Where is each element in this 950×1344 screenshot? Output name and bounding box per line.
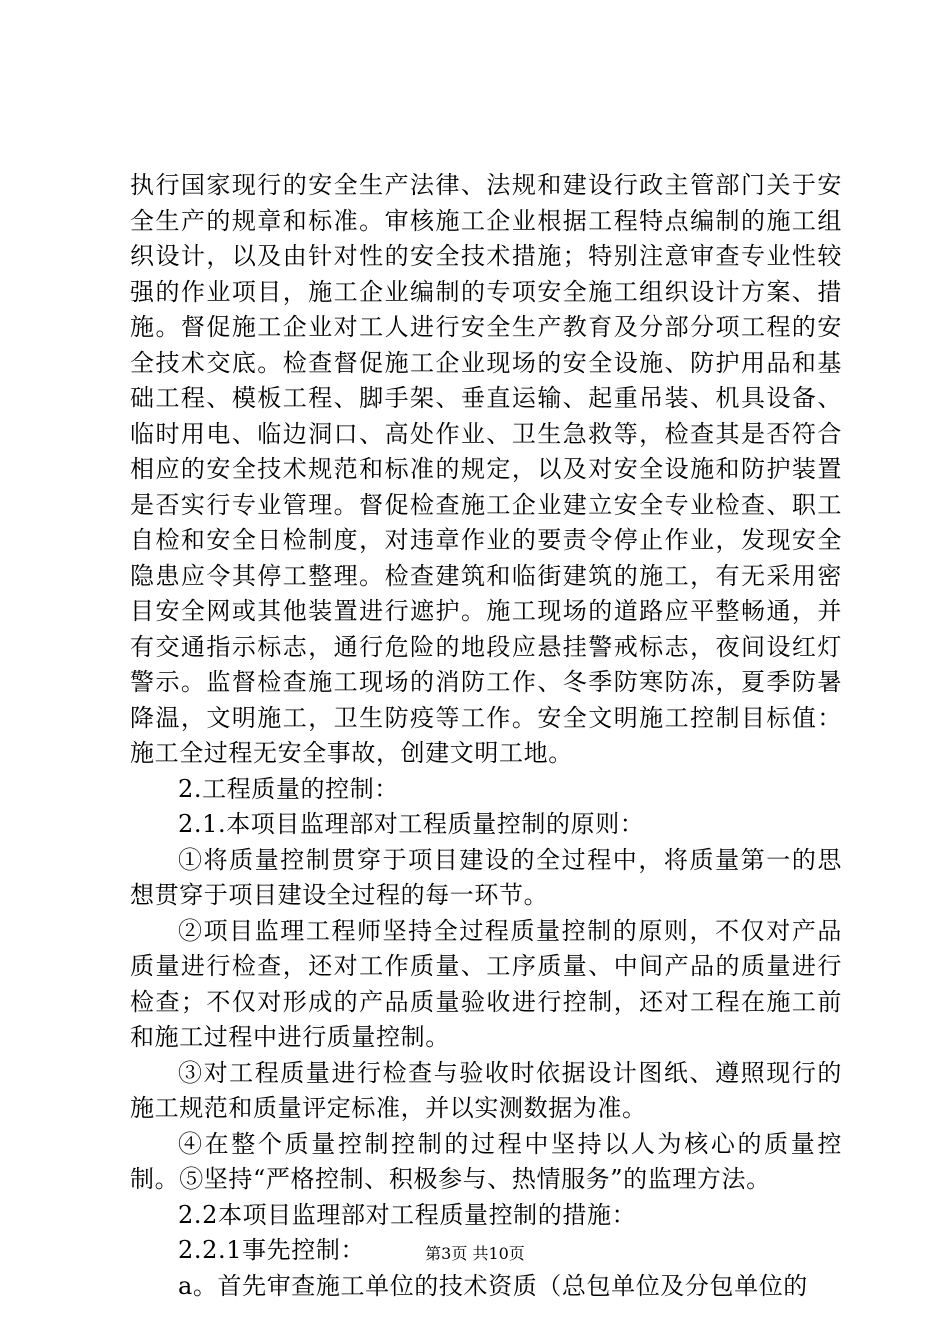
- page-footer: 第3页 共10页: [425, 1244, 525, 1263]
- paragraph-safety-supervision: 执行国家现行的安全生产法律、法规和建设行政主管部门关于安全生产的规章和标准。审核施工企业根据工程特点编制的施工组织设计，以及由针对性的安全技术措施；特别注意审查专业性较强的作业项目，施工企业编制的专项安全施工组织设计方案、措施。督促施工企业对工人进行安全生产教育及分部分项工程的安全技术交底。检查督促施工企业现场的安全设施、防护用品和基础工程、模板工程、脚手架、垂直运输、起重吊装、机具设备、临时用电、临边洞口、高处作业、卫生急救等，检查其是否符合相应的安全技术规范和标准的规定，以及对安全设施和防护装置是否实行专业管理。督促检查施工企业建立安全专业检查、职工自检和安全日检制度，对违章作业的要责令停止作业，发现安全隐患应令其停工整理。检查建筑和临街建筑的施工，有无采用密目安全网或其他装置进行遮护。施工现场的道路应平整畅通，并有交通指示标志，通行危险的地段应悬挂警戒标志，夜间设红灯警示。监督检查施工现场的消防工作、冬季防寒防冻，夏季防暑降温，文明施工，卫生防疫等工作。安全文明施工控制目标值：施工全过程无安全事故，创建文明工地。: [130, 171, 842, 767]
- subsection-heading-principles: 2.1.本项目监理部对工程质量控制的原则：: [178, 810, 645, 838]
- list-item-principle-4-5: ④在整个质量控制控制的过程中坚持以人为核心的质量控制。⑤坚持“严格控制、积极参与、热情服务”的监理方法。: [130, 1129, 842, 1193]
- list-item-principle-1: ①将质量控制贯穿于项目建设的全过程中，将质量第一的思想贯穿于项目建设全过程的每一环节。: [130, 845, 842, 909]
- list-item-a: a。首先审查施工单位的技术资质（总包单位及分包单位的: [178, 1271, 808, 1300]
- subsection-heading-measures: 2.2本项目监理部对工程质量控制的措施：: [178, 1200, 637, 1229]
- document-body: [130, 168, 842, 1304]
- list-item-principle-2: ②项目监理工程师坚持全过程质量控制的原则，不仅对产品质量进行检查，还对工作质量、工序质量、中间产品的质量进行检查；不仅对形成的产品质量验收进行控制，还对工程在施工前和施工过程中进行质量控制。: [130, 916, 842, 1051]
- subsection-heading-advance-control: 2.2.1事先控制：: [178, 1236, 366, 1264]
- section-heading-quality-control: 2.工程质量的控制：: [178, 774, 399, 803]
- list-item-principle-3: ③对工程质量进行检查与验收时依据设计图纸、遵照现行的施工规范和质量评定标准，并以实测数据为准。: [130, 1058, 842, 1122]
